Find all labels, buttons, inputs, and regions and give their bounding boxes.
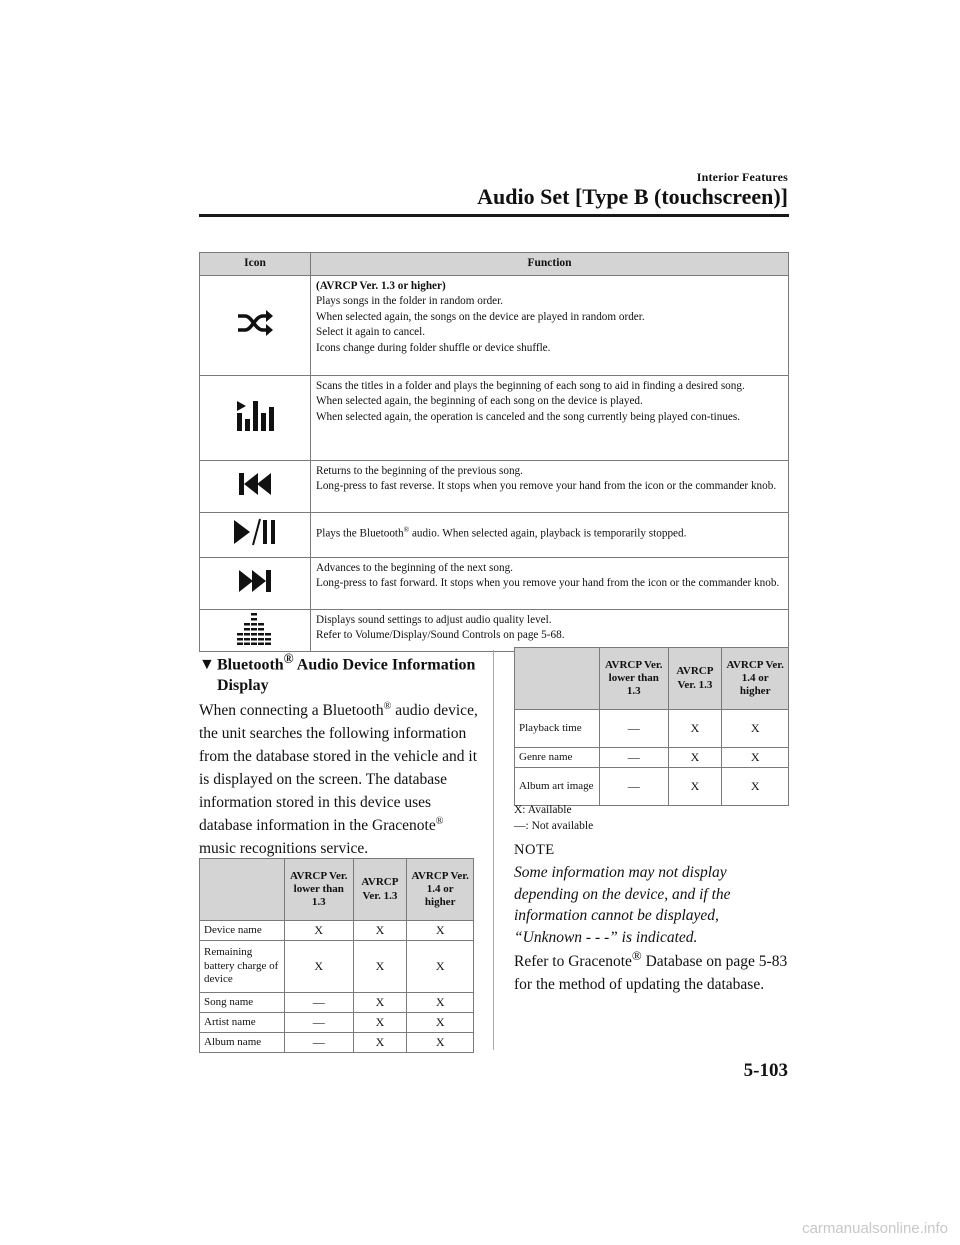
cell-value: X <box>353 1013 407 1033</box>
icon-function-table <box>199 252 789 652</box>
sound-settings-icon <box>200 610 311 652</box>
cell-value: X <box>353 1033 407 1053</box>
legend-available: X: Available <box>514 804 572 816</box>
table-row <box>515 768 789 806</box>
function-line: Long-press to fast reverse. It stops when you remove your hand from the icon or the commander knob. <box>316 480 777 493</box>
cell-value: — <box>600 768 669 806</box>
cell-value: — <box>285 1013 354 1033</box>
legend-not-available: —: Not available <box>514 820 594 833</box>
table-row <box>200 921 474 941</box>
row-label: Remaining battery charge of device <box>200 941 285 993</box>
table-row <box>200 513 789 558</box>
function-line: Scans the titles in a folder and plays the beginning of each song to aid in finding a desired song. <box>316 380 745 392</box>
cell-value: X <box>285 921 354 941</box>
table-row <box>200 558 789 610</box>
previous-track-icon <box>200 461 311 513</box>
page-title: Audio Set [Type B (touchscreen)] <box>477 184 788 209</box>
info-header-14: AVRCP Ver. 1.4 or higher <box>407 859 474 921</box>
table-row <box>200 1033 474 1053</box>
triangle-marker-icon: ▼ <box>199 656 215 674</box>
cell-value: — <box>285 1033 354 1053</box>
section-heading: ▼ Bluetooth® Audio Device Information Display <box>199 651 476 694</box>
table-row <box>515 748 789 768</box>
section-body: When connecting a Bluetooth® audio device, the unit searches the following information from the database stored in the vehicle and it is displayed on the screen. The database information stored in this device uses database information in the Gracenote® music recognitions service. <box>199 701 478 857</box>
function-line: Refer to Volume/Display/Sound Controls on page 5-68. <box>316 629 565 642</box>
row-label: Genre name <box>515 748 600 768</box>
table-row <box>200 610 789 652</box>
cell-value: X <box>407 1033 474 1053</box>
cell-value: X <box>407 941 474 993</box>
function-line: Plays songs in the folder in random order. <box>316 295 504 308</box>
table-row <box>515 710 789 748</box>
watermark: carmanualsonline.info <box>802 1220 948 1237</box>
cell-value: X <box>668 768 722 806</box>
note-label: NOTE <box>514 842 555 858</box>
cell-value: X <box>722 748 789 768</box>
scan-icon <box>200 376 311 461</box>
cell-value: — <box>600 710 669 748</box>
cell-value: X <box>353 941 407 993</box>
cell-value: X <box>353 993 407 1013</box>
function-line: When selected again, the beginning of each song on the device is played. <box>316 395 643 408</box>
table-row <box>200 941 474 993</box>
cell-value: X <box>407 1013 474 1033</box>
cell-value: X <box>407 921 474 941</box>
function-line: Advances to the beginning of the next song. <box>316 562 513 574</box>
function-line: Returns to the beginning of the previous song. <box>316 465 523 477</box>
col-header-function: Function <box>311 253 789 276</box>
function-line: Plays the Bluetooth® audio. When selected again, playback is temporarily stopped. <box>311 513 789 558</box>
cell-value: — <box>600 748 669 768</box>
table-row <box>200 376 789 461</box>
next-track-icon <box>200 558 311 610</box>
play-pause-icon <box>200 513 311 558</box>
info-header-13: AVRCP Ver. 1.3 <box>353 859 407 921</box>
row-label: Album art image <box>515 768 600 806</box>
cell-value: X <box>722 768 789 806</box>
function-line: Displays sound settings to adjust audio quality level. <box>316 614 552 626</box>
function-line: When selected again, the songs on the device are played in random order. <box>316 310 645 323</box>
page-number: 5-103 <box>743 1060 788 1081</box>
row-label: Artist name <box>200 1013 285 1033</box>
col-header-icon: Icon <box>200 253 311 276</box>
table-legend <box>514 802 593 834</box>
function-line: Long-press to fast forward. It stops when you remove your hand from the icon or the commander knob. <box>316 577 780 590</box>
table-row <box>200 276 789 376</box>
info-header-blank <box>515 648 600 710</box>
table-row <box>200 1013 474 1033</box>
cell-value: X <box>722 710 789 748</box>
row-label: Device name <box>200 921 285 941</box>
row-label: Playback time <box>515 710 600 748</box>
info-table-left <box>199 858 474 1053</box>
row-label: Song name <box>200 993 285 1013</box>
reference-text: Refer to Gracenote® Database on page 5-83 for the method of updating the database. <box>514 948 788 994</box>
shuffle-icon <box>200 276 311 376</box>
info-header-lower: AVRCP Ver. lower than 1.3 <box>600 648 669 710</box>
function-subtitle: (AVRCP Ver. 1.3 or higher) <box>316 280 446 292</box>
cell-value: X <box>668 748 722 768</box>
section-label: Interior Features <box>696 170 788 184</box>
column-divider <box>493 650 494 1050</box>
function-line: When selected again, the operation is canceled and the song currently being played con-tinues. <box>316 410 741 423</box>
function-line: Icons change during folder shuffle or device shuffle. <box>316 341 551 354</box>
table-row <box>200 461 789 513</box>
table-row <box>200 993 474 1013</box>
cell-value: X <box>285 941 354 993</box>
info-header-lower: AVRCP Ver. lower than 1.3 <box>285 859 354 921</box>
header-rule <box>199 214 789 217</box>
info-header-14: AVRCP Ver. 1.4 or higher <box>722 648 789 710</box>
info-table-right <box>514 647 789 806</box>
row-label: Album name <box>200 1033 285 1053</box>
cell-value: — <box>285 993 354 1013</box>
cell-value: X <box>407 993 474 1013</box>
cell-value: X <box>353 921 407 941</box>
info-header-blank <box>200 859 285 921</box>
function-line: Select it again to cancel. <box>316 326 426 339</box>
info-header-13: AVRCP Ver. 1.3 <box>668 648 722 710</box>
cell-value: X <box>668 710 722 748</box>
note-text: Some information may not display depending on the device, and if the information cannot be displayed, “Unknown - - -” is indicated. <box>514 864 731 947</box>
